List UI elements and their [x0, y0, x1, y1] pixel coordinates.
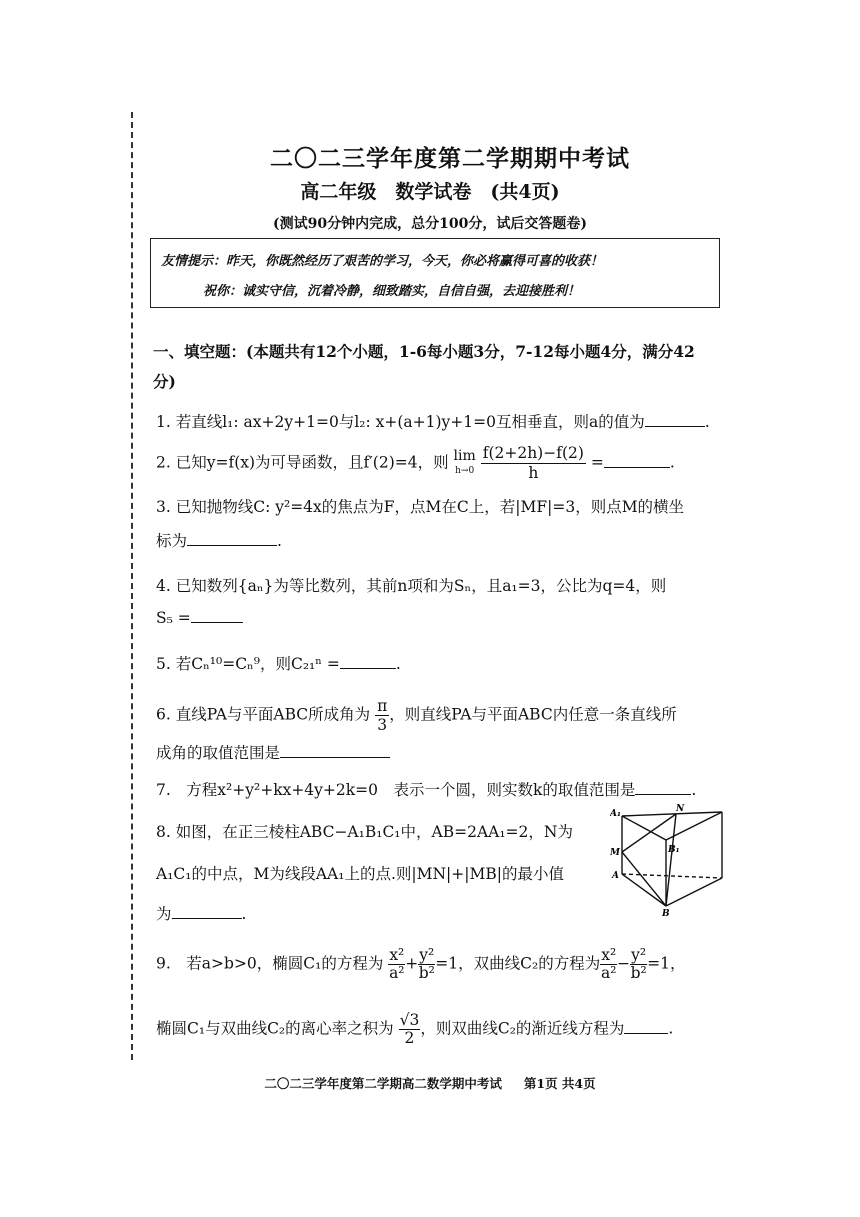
fraction: $\frac{f(2+2h)-f(2)}{h}$: [482, 444, 584, 482]
question-5: 5. 若Cₙ¹⁰=Cₙ⁹，则C₂₁ⁿ = .: [156, 655, 401, 673]
exam-note: (测试90分钟内完成，总分100分，试后交答题卷): [273, 216, 587, 232]
label-b: B: [662, 909, 670, 918]
question-8: 8. 如图，在正三棱柱ABC−A₁B₁C₁中，AB=2AA₁=2，N为: [156, 823, 573, 841]
prism-figure: [610, 802, 730, 918]
answer-blank[interactable]: [191, 608, 243, 623]
tip-line-2: 祝你：诚实守信，沉着冷静，细致踏实，自信自强，去迎接胜利！: [203, 284, 581, 299]
answer-blank[interactable]: [280, 743, 390, 758]
section-heading-cont: 分): [153, 372, 176, 391]
fraction: $\frac{\pi}{3}$: [377, 697, 388, 734]
question-4-cont: S₅ =: [156, 608, 243, 627]
answer-blank[interactable]: [172, 904, 242, 919]
limit-symbol: lim: [453, 447, 476, 464]
section-heading: 一、填空题：(本题共有12个小题，1-6每小题3分，7-12每小题4分，满分42: [153, 342, 695, 361]
label-b1: B₁: [668, 845, 680, 855]
limit-sub: h→0: [455, 465, 475, 476]
tip-box: [150, 238, 720, 308]
question-6: 6. 直线PA与平面ABC所成角为 $\frac{\pi}{3}$ ，则直线PA与平面ABC内任意一条直线所: [156, 697, 677, 734]
question-8-cont: A₁C₁的中点，M为线段AA₁上的点.则|MN|+|MB|的最小值: [156, 865, 564, 883]
binding-dashed-line: [131, 112, 133, 1060]
footer-page-number: 第1页 共4页: [523, 1076, 596, 1091]
fraction: $\frac{√3}{2}$: [399, 1011, 420, 1047]
page-footer: [0, 1074, 860, 1092]
label-m: M: [610, 848, 620, 858]
label-a: A: [612, 871, 619, 881]
footer-title: 二〇二三学年度第二学期高二数学期中考试: [264, 1076, 502, 1091]
question-7: 7. 方程x²+y²+kx+4y+2k=0 表示一个圆，则实数k的取值范围是 .: [156, 781, 697, 799]
answer-blank[interactable]: [340, 654, 396, 669]
question-3-cont: 标为 .: [156, 532, 282, 550]
question-8-answer: 为 .: [156, 905, 247, 923]
fraction: $\frac{\text{y²}}{\text{b²}}$: [418, 946, 435, 982]
question-4: 4. 已知数列{aₙ}为等比数列，其前n项和为Sₙ，且a₁=3，公比为q=4，则: [156, 577, 667, 595]
fraction: $\frac{\text{x²}}{\text{a²}}$: [389, 946, 405, 982]
answer-blank[interactable]: [624, 1019, 668, 1034]
tip-line-1: 友情提示：昨天，你既然经历了艰苦的学习，今天，你必将赢得可喜的收获！: [161, 254, 604, 269]
exam-subtitle: 高二年级 数学试卷 (共4页): [300, 181, 560, 203]
answer-blank[interactable]: [635, 780, 691, 795]
exam-title: 二〇二三学年度第二学期期中考试: [270, 145, 630, 172]
label-a1: A₁: [610, 809, 621, 819]
answer-blank[interactable]: [187, 531, 277, 546]
answer-blank[interactable]: [604, 453, 670, 468]
question-9: 9. 若a>b>0，椭圆C₁的方程为 $\frac{\text{x²}}{\text{a²}}$ + $\frac{\text{y²}}{\text{b²}}$ =1，双曲线C₂的方程为 $\frac{\text{x²}}{\text{a²}}$ − $\frac{\text{y²}}{\text{b²}}$ =1，: [156, 946, 686, 982]
question-2: 2. 已知y=f(x)为可导函数，且f′(2)=4，则 lim h→0 $\frac{f(2+2h)-f(2)}{h}$ = .: [156, 444, 675, 482]
question-3: 3. 已知抛物线C: y²=4x的焦点为F，点M在C上，若|MF|=3，则点M的横坐: [156, 498, 685, 516]
question-6-cont: 成角的取值范围是: [156, 741, 390, 763]
question-1: 1. 若直线l₁: ax+2y+1=0与l₂: x+(a+1)y+1=0互相垂直，则a的值为 .: [156, 413, 710, 431]
fraction: $\frac{\text{x²}}{\text{a²}}$: [600, 946, 617, 982]
question-9-cont: 椭圆C₁与双曲线C₂的离心率之积为 $\frac{√3}{2}$ ，则双曲线C₂的渐近线方程为 .: [156, 1011, 674, 1047]
label-n: N: [676, 804, 685, 814]
answer-blank[interactable]: [645, 412, 705, 427]
fraction: $\frac{\text{y²}}{\text{b²}}$: [630, 946, 647, 982]
